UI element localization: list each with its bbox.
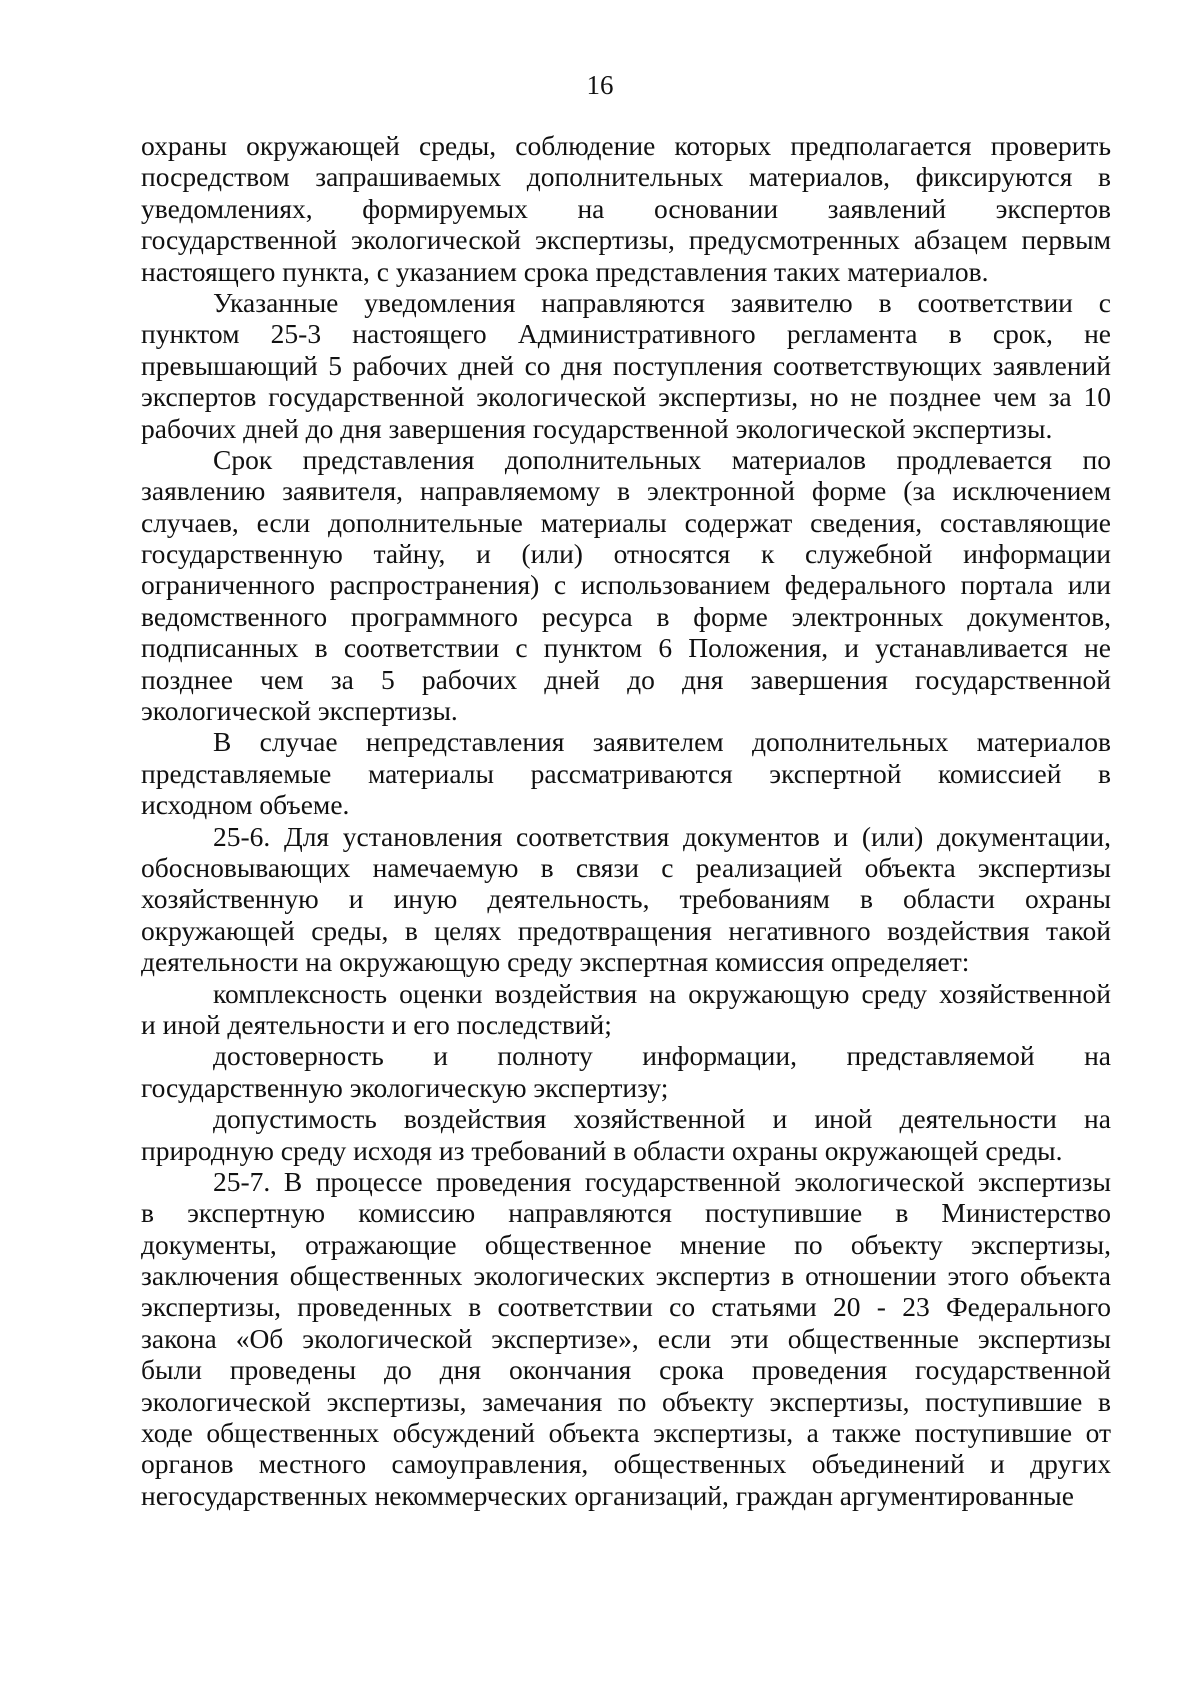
text-line: и иной деятельности и его последствий; <box>141 1008 612 1040</box>
text-line: обосновывающих намечаемую в связи с реализацией объекта экспертизы <box>141 851 1111 883</box>
text-line: уведомлениях, формируемых на основании заявлений экспертов <box>141 192 1111 224</box>
text-line: ходе общественных обсуждений объекта экспертизы, а также поступившие от <box>141 1417 1111 1449</box>
text-line: деятельности на окружающую среду экспертная комиссия определяет: <box>141 946 970 978</box>
text-line: хозяйственную и иную деятельность, требованиям в области охраны <box>141 883 1111 915</box>
text-line: 25-6. Для установления соответствия документов и (или) документации, <box>213 820 1111 852</box>
text-line: достоверность и полноту информации, представляемой на <box>213 1040 1111 1072</box>
text-line: экспертизы, проведенных в соответствии со статьями 20 - 23 Федерального <box>141 1291 1111 1323</box>
text-line: подписанных в соответствии с пунктом 6 Положения, и устанавливается не <box>141 632 1111 664</box>
text-line: ведомственного программного ресурса в форме электронных документов, <box>141 600 1111 632</box>
text-line: превышающий 5 рабочих дней со дня поступления соответствующих заявлений <box>141 349 1111 381</box>
page-number: 16 <box>586 70 614 100</box>
text-line: документы, отражающие общественное мнение по объекту экспертизы, <box>141 1228 1111 1260</box>
text-line: охраны окружающей среды, соблюдение которых предполагается проверить <box>141 130 1111 161</box>
text-line: окружающей среды, в целях предотвращения негативного воздействия такой <box>141 914 1111 946</box>
text-line: экологической экспертизы, замечания по объекту экспертизы, поступившие в <box>141 1385 1111 1417</box>
text-line: 25-7. В процессе проведения государственной экологической экспертизы <box>213 1165 1111 1197</box>
paragraph-p1 <box>141 130 1111 287</box>
paragraph-p2 <box>141 287 1111 444</box>
paragraph-p3 <box>141 444 1111 727</box>
paragraph-p8 <box>141 1103 1111 1166</box>
text-line: государственной экологической экспертизы, предусмотренных абзацем первым <box>141 224 1111 256</box>
text-line: представляемые материалы рассматриваются экспертной комиссией в <box>141 757 1111 789</box>
text-line: исходном объеме. <box>141 789 350 821</box>
text-line: государственную экологическую экспертизу; <box>141 1071 669 1103</box>
text-line: посредством запрашиваемых дополнительных материалов, фиксируются в <box>141 161 1111 193</box>
text-line: В случае непредставления заявителем дополнительных материалов <box>213 726 1111 758</box>
text-line: рабочих дней до дня завершения государственной экологической экспертизы. <box>141 412 1053 444</box>
paragraph-p5 <box>141 821 1111 978</box>
text-line: экологической экспертизы. <box>141 695 458 727</box>
text-line: допустимость воздействия хозяйственной и иной деятельности на <box>213 1103 1111 1135</box>
text-line: были проведены до дня окончания срока проведения государственной <box>141 1354 1111 1386</box>
text-line: Указанные уведомления направляются заявителю в соответствии с <box>213 286 1111 318</box>
text-line: природную среду исходя из требований в области охраны окружающей среды. <box>141 1134 1063 1166</box>
text-line: комплексность оценки воздействия на окружающую среду хозяйственной <box>213 977 1111 1009</box>
text-line: органов местного самоуправления, общественных объединений и других <box>141 1448 1111 1480</box>
paragraph-p7 <box>141 1040 1111 1103</box>
document-body <box>141 130 1111 1511</box>
text-line: заключения общественных экологических экспертиз в отношении этого объекта <box>141 1260 1111 1292</box>
text-line: государственную тайну, и (или) относятся к служебной информации <box>141 538 1111 570</box>
text-line: закона «Об экологической экспертизе», если эти общественные экспертизы <box>141 1322 1111 1354</box>
text-line: позднее чем за 5 рабочих дней до дня завершения государственной <box>141 663 1111 695</box>
text-line: случаев, если дополнительные материалы содержат сведения, составляющие <box>141 506 1111 538</box>
text-line: негосударственных некоммерческих организаций, граждан аргументированные <box>141 1479 1074 1511</box>
paragraph-p4 <box>141 726 1111 820</box>
text-line: в экспертную комиссию направляются поступившие в Министерство <box>141 1197 1111 1229</box>
text-line: экспертов государственной экологической экспертизы, но не позднее чем за 10 <box>141 381 1111 413</box>
text-line: Срок представления дополнительных материалов продлевается по <box>213 443 1111 475</box>
text-line: заявлению заявителя, направляемому в электронной форме (за исключением <box>141 475 1111 507</box>
text-line: настоящего пункта, с указанием срока представления таких материалов. <box>141 255 989 287</box>
paragraph-p9 <box>141 1166 1111 1511</box>
text-line: ограниченного распространения) с использованием федерального портала или <box>141 569 1111 601</box>
text-line: пунктом 25-3 настоящего Административного регламента в срок, не <box>141 318 1111 350</box>
paragraph-p6 <box>141 978 1111 1041</box>
